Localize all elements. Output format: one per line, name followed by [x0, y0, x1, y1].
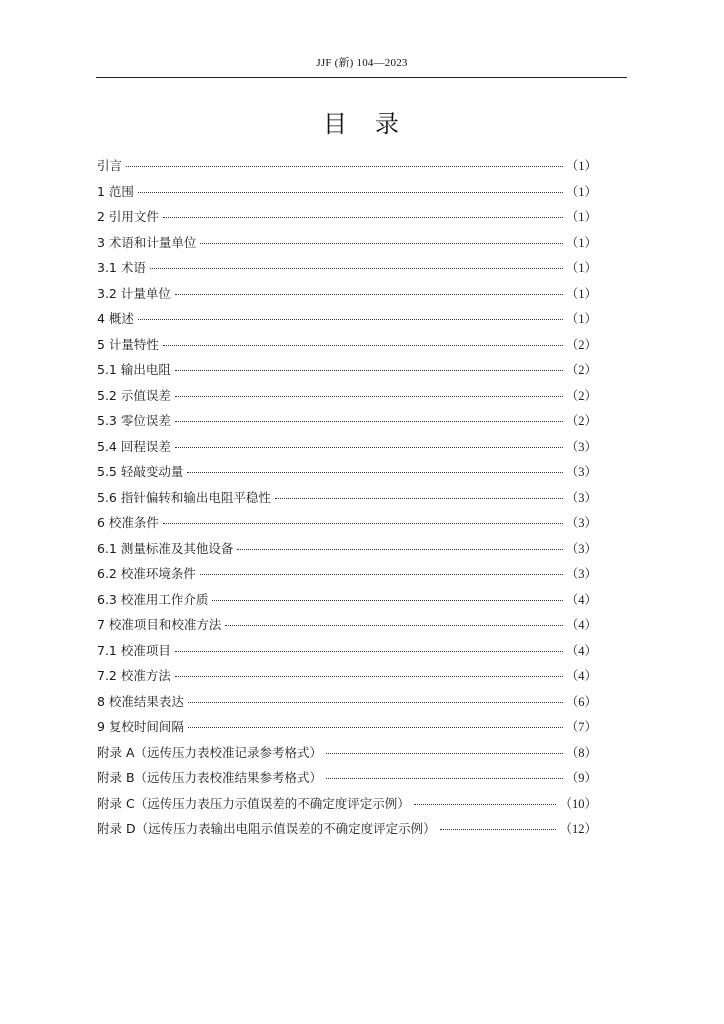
toc-entry[interactable] — [97, 765, 597, 791]
toc-dot-leader — [188, 727, 563, 728]
toc-dot-leader — [175, 447, 563, 448]
toc-dot-leader — [138, 192, 563, 193]
toc-entry-label: 5.2 示值误差 — [97, 387, 171, 403]
toc-entry-page-number: （2） — [565, 414, 597, 428]
toc-entry-page-number: （8） — [565, 745, 597, 760]
toc-entry-label: 引言 — [97, 158, 123, 173]
table-of-contents — [97, 153, 597, 842]
toc-entry-label: 6 校准条件 — [97, 515, 159, 530]
toc-dot-leader — [163, 523, 563, 524]
toc-entry[interactable] — [97, 179, 597, 205]
toc-entry-page-number: （2） — [565, 337, 597, 352]
toc-entry-page-number: （4） — [565, 618, 597, 632]
toc-dot-leader — [175, 676, 563, 677]
toc-entry-page-number: （7） — [565, 720, 597, 734]
toc-entry[interactable] — [97, 230, 597, 256]
toc-dot-leader — [175, 396, 563, 397]
toc-entry[interactable] — [97, 689, 597, 715]
toc-entry-page-number: （4） — [565, 592, 597, 607]
toc-dot-leader — [175, 421, 563, 422]
toc-entry-page-number: （3） — [565, 541, 597, 556]
toc-entry-label: 6.1 测量标准及其他设备 — [97, 540, 234, 556]
toc-dot-leader — [326, 753, 563, 754]
toc-entry-label: 6.3 校准用工作介质 — [97, 591, 209, 607]
toc-dot-leader — [275, 498, 563, 499]
toc-entry[interactable] — [97, 714, 597, 740]
toc-entry-page-number: （1） — [565, 235, 597, 250]
toc-entry-page-number: （6） — [565, 694, 597, 709]
toc-entry[interactable] — [97, 153, 597, 179]
toc-entry-page-number: （1） — [565, 286, 597, 301]
toc-entry-label: 7.2 校准方法 — [97, 668, 171, 683]
toc-entry-label: 5.5 轻敲变动量 — [97, 464, 184, 479]
toc-dot-leader — [163, 345, 563, 346]
toc-entry-page-number: （1） — [565, 210, 597, 224]
toc-entry-label: 8 校准结果表达 — [97, 693, 184, 709]
toc-entry-label: 1 范围 — [97, 183, 134, 199]
toc-dot-leader — [175, 651, 563, 652]
toc-entry-label: 4 概述 — [97, 311, 134, 326]
toc-entry[interactable] — [97, 459, 597, 485]
toc-entry-page-number: （9） — [565, 771, 597, 785]
toc-entry-page-number: （12） — [559, 822, 597, 836]
toc-entry-page-number: （3） — [565, 567, 597, 581]
toc-entry[interactable] — [97, 740, 597, 766]
toc-entry[interactable] — [97, 383, 597, 409]
toc-dot-leader — [414, 804, 557, 805]
toc-dot-leader — [200, 243, 562, 244]
toc-entry-label: 附录 A（远传压力表校准记录参考格式） — [97, 744, 323, 760]
toc-dot-leader — [150, 268, 563, 269]
toc-entry-label: 附录 B（远传压力表校准结果参考格式） — [97, 770, 323, 785]
toc-entry-label: 3.1 术语 — [97, 260, 146, 275]
toc-entry[interactable] — [97, 663, 597, 689]
toc-entry-label: 2 引用文件 — [97, 209, 159, 224]
toc-entry[interactable] — [97, 434, 597, 460]
toc-dot-leader — [163, 217, 563, 218]
toc-entry-page-number: （1） — [565, 159, 597, 173]
toc-entry-page-number: （10） — [559, 796, 597, 811]
toc-entry-page-number: （3） — [565, 439, 597, 454]
toc-entry-label: 附录 D（远传压力表输出电阻示值误差的不确定度评定示例） — [97, 821, 436, 836]
toc-entry-label: 5.3 零位误差 — [97, 413, 171, 428]
toc-entry[interactable] — [97, 332, 597, 358]
toc-entry-label: 3 术语和计量单位 — [97, 234, 197, 250]
toc-dot-leader — [326, 778, 563, 779]
toc-entry-page-number: （3） — [565, 490, 597, 505]
toc-entry-label: 3.2 计量单位 — [97, 285, 171, 301]
toc-entry-label: 5.4 回程误差 — [97, 438, 171, 454]
toc-entry-page-number: （1） — [565, 261, 597, 275]
toc-entry[interactable] — [97, 536, 597, 562]
toc-entry-label: 7.1 校准项目 — [97, 642, 171, 658]
toc-entry[interactable] — [97, 638, 597, 664]
toc-entry-label: 5.1 输出电阻 — [97, 362, 171, 377]
toc-dot-leader — [200, 574, 563, 575]
toc-entry-page-number: （1） — [565, 312, 597, 326]
toc-entry[interactable] — [97, 510, 597, 536]
toc-entry-label: 5.6 指针偏转和输出电阻平稳性 — [97, 489, 271, 505]
toc-entry-label: 7 校准项目和校准方法 — [97, 617, 222, 632]
toc-entry-label: 附录 C（远传压力表压力示值误差的不确定度评定示例） — [97, 795, 410, 811]
toc-entry[interactable] — [97, 791, 597, 817]
toc-entry[interactable] — [97, 281, 597, 307]
toc-entry-page-number: （3） — [565, 465, 597, 479]
header-divider — [96, 77, 627, 78]
toc-dot-leader — [212, 600, 562, 601]
toc-entry-label: 6.2 校准环境条件 — [97, 566, 196, 581]
toc-dot-leader — [187, 472, 562, 473]
toc-dot-leader — [188, 702, 563, 703]
toc-entry-page-number: （3） — [565, 516, 597, 530]
toc-entry[interactable] — [97, 816, 597, 842]
toc-dot-leader — [440, 829, 557, 830]
toc-dot-leader — [175, 370, 563, 371]
toc-dot-leader — [237, 549, 562, 550]
toc-entry[interactable] — [97, 612, 597, 638]
toc-entry-page-number: （4） — [565, 669, 597, 683]
toc-entry[interactable] — [97, 204, 597, 230]
toc-entry-page-number: （1） — [565, 184, 597, 199]
toc-entry[interactable] — [97, 485, 597, 511]
toc-dot-leader — [225, 625, 562, 626]
toc-dot-leader — [138, 319, 563, 320]
page-title: 目 录 — [323, 110, 401, 139]
toc-entry[interactable] — [97, 255, 597, 281]
toc-dot-leader — [126, 166, 563, 167]
toc-entry-label: 9 复校时间间隔 — [97, 719, 184, 734]
toc-entry[interactable] — [97, 587, 597, 613]
toc-entry-page-number: （4） — [565, 643, 597, 658]
toc-entry[interactable] — [97, 306, 597, 332]
toc-entry-label: 5 计量特性 — [97, 336, 159, 352]
toc-entry[interactable] — [97, 561, 597, 587]
toc-entry-page-number: （2） — [565, 388, 597, 403]
toc-dot-leader — [175, 294, 563, 295]
toc-entry[interactable] — [97, 408, 597, 434]
toc-entry[interactable] — [97, 357, 597, 383]
running-header: JJF (新) 104—2023 — [316, 57, 408, 69]
toc-entry-page-number: （2） — [565, 363, 597, 377]
